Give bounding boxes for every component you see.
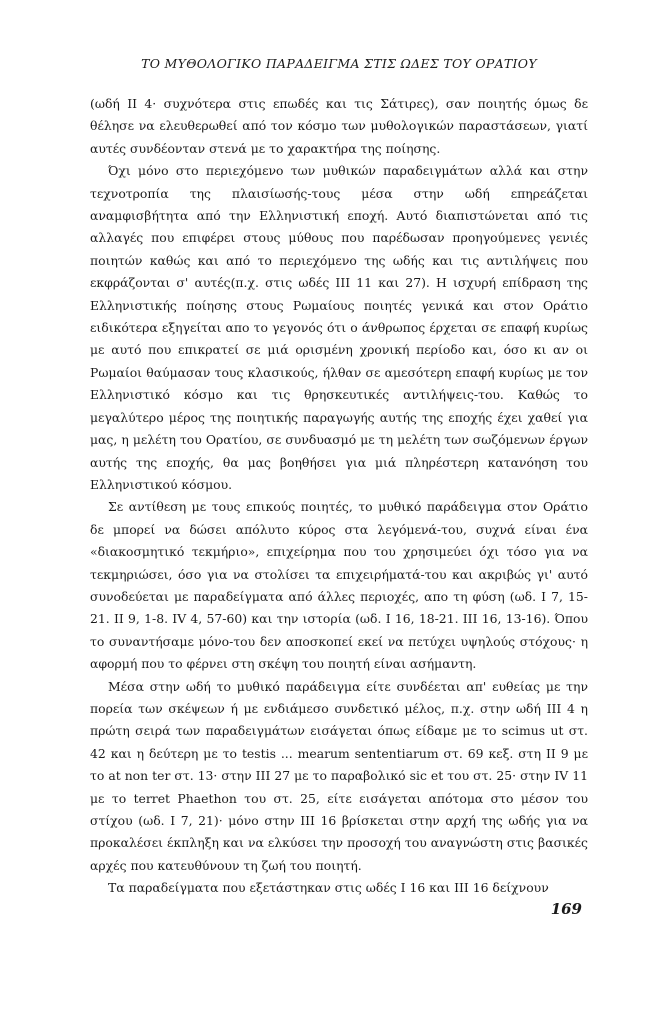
page: [90, 56, 588, 900]
page-number: 169: [550, 900, 582, 918]
paragraph: (ωδή ΙΙ 4· συχνότερα στις επωδές και τις Σάτιρες), σαν ποιητής όμως δε θέλησε να ελευθερωθεί από τον κόσμο των μυθολογικών παραστάσεων, γιατί αυτές συνδέονταν στενά με το χαρακτήρα της ποίησης.: [90, 96, 588, 156]
paragraph: Όχι μόνο στο περιεχόμενο των μυθικών παραδειγμάτων αλλά και στην τεχνοτροπία της πλαισίωσής-τους μέσα στην ωδή επηρεάζεται αναμφισβήτητα από την Ελληνιστική εποχή. Αυτό διαπιστώνεται από τις αλλαγές που επιφέρει στους μύθους που παρέδωσαν προηγούμενες γενιές ποιητών καθώς και από το περιεχόμενο της ωδής και τις αντιλήψεις που εκφράζονται σ' αυτές(π.χ. στις ωδές ΙΙΙ 11 και 27). Η ισχυρή επίδραση της Ελληνιστικής ποίησης στους Ρωμαίους ποιητές γενικά και στον Οράτιο ειδικότερα εξηγείται απο το γεγονός ότι ο άνθρωπος έρχεται σε επαφή κυρίως με αυτό που επικρατεί σε μιά ορισμένη χρονική περίοδο και, όσο κι αν οι Ρωμαίοι θαύμασαν τους κλασικούς, ήλθαν σε αμεσότερη επαφή κυρίως με τον Ελληνιστικό κόσμο και τις θρησκευτικές αντιλήψεις-του. Καθώς το μεγαλύτερο μέρος της ποιητικής παραγωγής αυτής της εποχής έχει χαθεί για μας, η μελέτη του Ορατίου, σε συνδυασμό με τη μελέτη των σωζόμενων έργων αυτής της εποχής, θα μας βοηθήσει για μιά πληρέστερη κατανόηση του Ελληνιστικού κόσμου.: [90, 163, 588, 492]
paragraph: Σε αντίθεση με τους επικούς ποιητές, το μυθικό παράδειγμα στον Οράτιο δε μπορεί να δώσει απόλυτο κύρος στα λεγόμενά-του, συχνά είναι ένα «διακοσμητικό τεκμήριο», επιχείρημα που του χρησιμεύει όχι τόσο για να τεκμηριώσει, όσο για να στολίσει τα επιχειρήματά-του και ακριβώς γι' αυτό συνοδεύεται με παραδείγματα από άλλες περιοχές, απο τη φύση (ωδ. Ι 7, 15-21. ΙΙ 9, 1-8. ΙV 4, 57-60) και την ιστορία (ωδ. Ι 16, 18-21. ΙΙΙ 16, 13-16). Όπου το συναντήσαμε μόνο-του δεν αποσκοπεί εκεί να πετύχει υψηλούς στόχους· η αφορμή που το φέρνει στη σκέψη του ποιητή είναι ασήμαντη.: [90, 499, 588, 672]
paragraph: Τα παραδείγματα που εξετάστηκαν στις ωδές Ι 16 και ΙΙΙ 16 δείχνουν: [108, 880, 549, 896]
running-head: ΤΟ ΜΥΘΟΛΟΓΙΚΟ ΠΑΡΑΔΕΙΓΜΑ ΣΤΙΣ ΩΔΕΣ ΤΟΥ ΟΡΑΤΙΟΥ: [141, 56, 537, 71]
body-text: [90, 93, 588, 900]
paragraph: Μέσα στην ωδή το μυθικό παράδειγμα είτε συνδέεται απ' ευθείας με την πορεία των σκέψεων ή με ενδιάμεσο συνδετικό μέλος, π.χ. στην ωδή ΙΙΙ 4 η πρώτη σειρά των παραδειγμάτων εισάγεται όπως είδαμε με το scimus ut στ. 42 και η δεύτερη με το testis ... mearum sententiarum στ. 69 κεξ. στη ΙΙ 9 με το at non ter στ. 13· στην ΙΙΙ 27 με το παραβολικό sic et του στ. 25· στην ΙV 11 με το terret Phaethon του στ. 25, είτε εισάγεται απότομα στο μέσον του στίχου (ωδ. Ι 7, 21)· μόνο στην ΙΙΙ 16 βρίσκεται στην αρχή της ωδής για να προκαλέσει έκπληξη και να ελκύσει την προσοχή του αναγνώστη στις βασικές αρχές που κατευθύνουν τη ζωή του ποιητή.: [90, 678, 588, 873]
